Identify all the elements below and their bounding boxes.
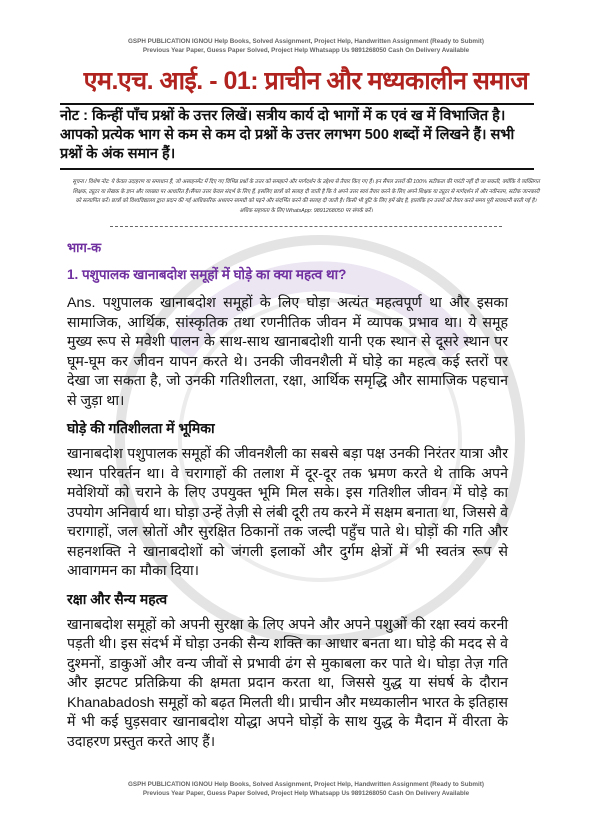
answer-intro: Ans. पशुपालक खानाबदोश समूहों के लिए घोड़ा अत्यंत महत्वपूर्ण था और इसका सामाजिक, आर्थिक, सांस्कृतिक तथा रणनीतिक जीवन में व्यापक प्रभाव था। ये समूह मुख्य रूप से मवेशी पालन के साथ-साथ खानाबदोशी यानी एक स्थान से दूसरे स्थान पर घूम-घूम कर जीवन यापन करते थे। उनकी जीवनशैली में घोड़े का महत्व कई स्तरों पर देखा जा सकता है, जो उनकी गतिशीलता, रक्षा, आर्थिक समृद्धि और सामाजिक पहचान से जुड़ा था। bbox=[67, 295, 508, 409]
page-footer bbox=[0, 780, 612, 834]
footer-line-2: Previous Year Paper, Guess Paper Solved, Project Help Whatsapp Us 9891268050 Cash On Delivery Available bbox=[142, 790, 470, 798]
footer-line-1: GSPH PUBLICATION IGNOU Help Books, Solved Assignment, Project Help, Handwritten Assignment (Ready to Submit) bbox=[128, 781, 484, 789]
disclaimer: सूचना / विशेष नोट: ये केवल उदाहरण या समाधान हैं, जो असाइनमेंट में दिए गए विभिन्न प्रश्नों के उत्तर को समझाने और मार्गदर्शन के उद्देश्य से तैयार किए गए हैं। इन सैंपल उत्तरों की 100% सटीकता की गारंटी नहीं दी जा सकती, क्योंकि ये व्यक्तिगत शिक्षक, ट्यूटर या लेखक के ज्ञान और व्याख्या पर आधारित हैं।सैंपल उत्तर केवल संदर्भ के लिए हैं, इसलिए छात्रों को सलाह दी जाती है कि वे अपने उत्तर स्वयं तैयार करने के लिए अपने शिक्षक या ट्यूटर से मार्गदर्शन लें और नवीनतम, सटीक जानकारी को सत्यापित करें। छात्रों को विश्वविद्यालय द्वारा प्रदान की गई आधिकारिक अध्ययन सामग्री को पढ़ने और संदर्भित करने की सलाह दी जाती है। किसी भी त्रुटि के लिए हमें खेद है, हालांकि इन उत्तरों को तैयार करते समय पूरी सावधानी बरती गई है। अधिक सहायता के लिए WhatsApp: 9891268050 पर संपर्क करें। bbox=[72, 179, 540, 214]
section-text: खानाबदोश समूहों को अपनी सुरक्षा के लिए अपने और अपने पशुओं की रक्षा स्वयं करनी पड़ती थी। इस संदर्भ में घोड़ा उनकी सैन्य शक्ति का आधार बनता था। घोड़े की मदद से वे दुश्मनों, डाकुओं और वन्य जीवों से प्रभावी ढंग से मुकाबला कर पाते थे। घोड़ा तेज़ गति और झटपट प्रतिक्रिया की क्षमता प्रदान करता था, जिससे युद्ध या संघर्ष के दौरान Khanabadosh समूहों को बढ़त मिलती थी। प्राचीन और मध्यकालीन भारत के इतिहास में भी कई घुड़सवार खानाबदोश योद्धा अपने घोड़ों के साथ युद्ध के मैदान में वीरता के उदाहरण प्रस्तुत करते आए हैं। bbox=[67, 616, 508, 750]
divider bbox=[110, 226, 502, 227]
section-heading: घोड़े की गतिशीलता में भूमिका bbox=[67, 420, 215, 437]
part-heading: भाग-क bbox=[67, 240, 102, 256]
page-header bbox=[0, 37, 612, 55]
section-heading: रक्षा और सैन्य महत्व bbox=[67, 590, 168, 607]
instructions-note: नोट : किन्हीं पाँच प्रश्नों के उत्तर लिखें। सत्रीय कार्य दो भागों में क एवं ख में विभाजित है। आपको प्रत्येक भाग से कम से कम दो प्रश्नों के उत्तर लगभग 500 शब्दों में लिखने हैं। सभी प्रश्नों के अंक समान हैं। bbox=[60, 103, 534, 170]
header-line-1: GSPH PUBLICATION IGNOU Help Books, Solved Assignment, Project Help, Handwritten Assignment (Ready to Submit) bbox=[128, 38, 484, 45]
document-title: एम.एच. आई. - 01: प्राचीन और मध्यकालीन समाज bbox=[83, 67, 529, 95]
spacer bbox=[0, 760, 612, 780]
header-line-2: Previous Year Paper, Guess Paper Solved, Project Help Whatsapp Us 9891268050 Cash On Delivery Available bbox=[142, 47, 470, 54]
question-heading: 1. पशुपालक खानाबदोश समूहों में घोड़े का क्या महत्व था? bbox=[67, 267, 347, 283]
answer-body bbox=[67, 239, 508, 760]
section-text: खानाबदोश पशुपालक समूहों की जीवनशैली का सबसे बड़ा पक्ष उनकी निरंतर यात्रा और स्थान परिवर्तन था। वे चरागाहों की तलाश में दूर-दूर तक भ्रमण करते थे ताकि अपने मवेशियों को चराने के लिए उपयुक्त भूमि मिल सके। इस गतिशील जीवन में घोड़े का उपयोग अनिवार्य था। घोड़ा उन्हें तेज़ी से लंबी दूरी तय करने में सक्षम बनाता था, जिससे वे चरागाहों, जल स्रोतों और सुरक्षित ठिकानों तक जल्दी पहुँच पाते थे। घोड़ों की गति और सहनशक्ति ने खानाबदोशों को जंगली इलाकों और दुर्गम क्षेत्रों में भी स्वतंत्र रूप से आवागमन का मौका दिया। bbox=[67, 446, 508, 580]
